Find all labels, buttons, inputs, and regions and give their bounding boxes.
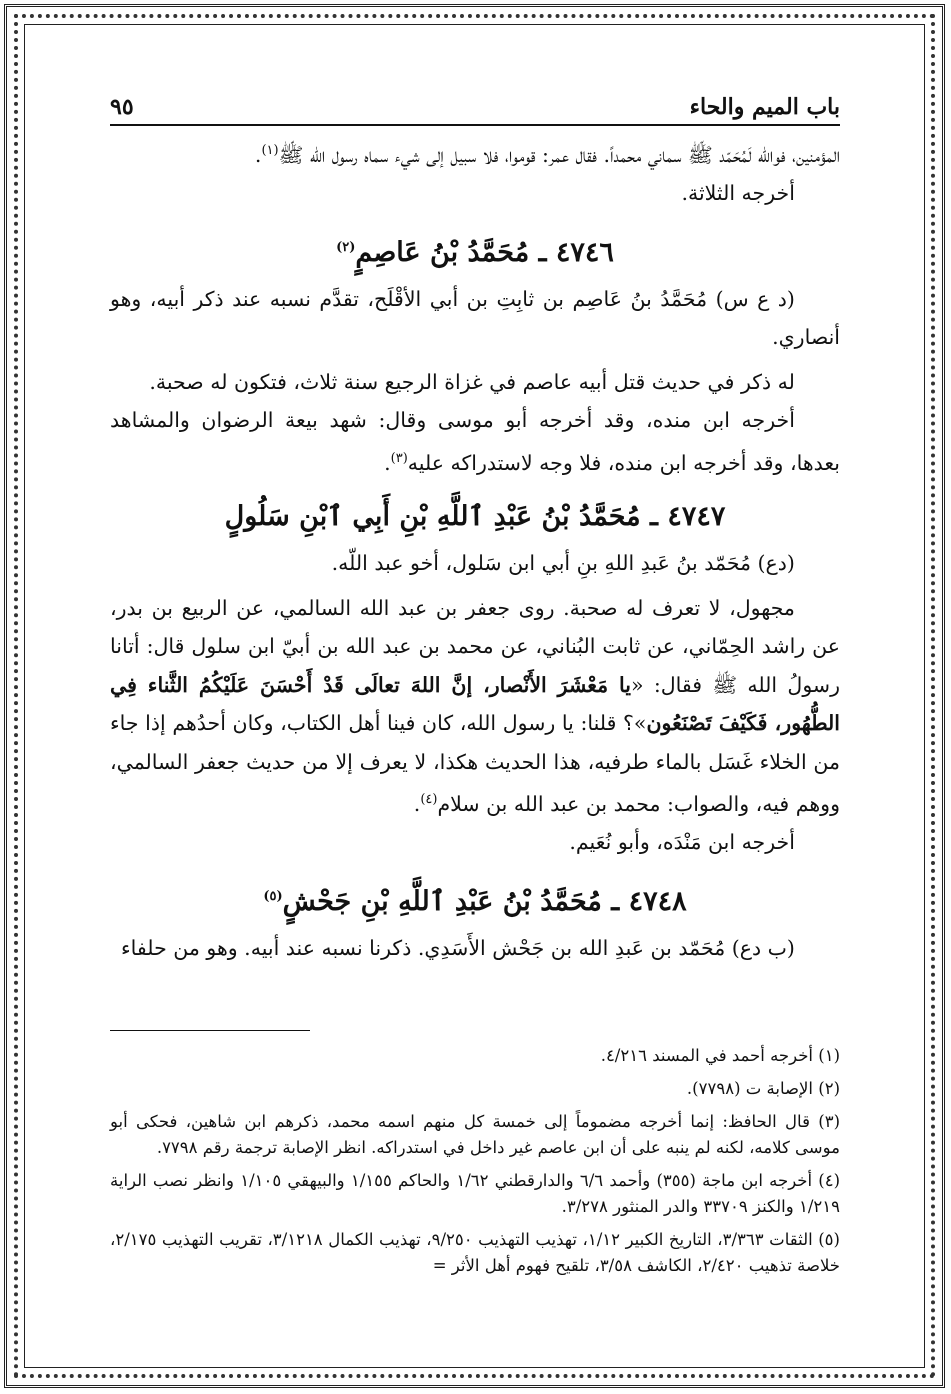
footnote: (٢) الإصابة ت (٧٧٩٨). bbox=[686, 1079, 840, 1098]
footnote-ref: (٤) bbox=[420, 792, 438, 808]
paragraph: (ب دع) مُحَمّد بن عَبدِ الله بن جَحْش الأَسَدِي. ذكرنا نسبه عند أبيه. وهو من حلفاء bbox=[121, 935, 795, 960]
paragraph: أخرجه الثلاثة. bbox=[681, 181, 795, 206]
paragraph: مجهول، لا تعرف له صحبة. روى جعفر بن عبد الله السالمي، عن الربيع بن بدر، عن راشد الحِمّاني، عن ثابت البُناني، عن محمد بن عبد الله بن أبيّ ابن سلول قال: أتانا رسولُ الله ﷺ فقال: «يا مَعْشَرَ الأَنْصار، إنَّ اللهَ تعالَى قَدْ أَحْسَنَ عَلَيْكُمُ الثَّناء فِي الطُّهُور، فَكَيْفَ تَصْنَعُون»؟ قلنا: يا رسول الله، كان فينا أهل الكتاب، وكان أحدُهم إذا جاء من الخلاء غَسَل بالماء طرفيه، هذا الحديث هكذا، لا يعرف إلا من حديث جعفر السالمي، ووهم فيه، والصواب: محمد بن عبد الله بن سلام$^{(٤)}$. bbox=[110, 595, 840, 816]
footnote-ref: (٥) bbox=[263, 888, 283, 904]
page-header bbox=[110, 80, 840, 126]
paragraph: (د ع س) مُحَمَّدُ بنُ عَاصِم بن ثابِتِ بن أبي الأقْلَح، تقدَّم نسبه عند ذكر أبيه، وهو أنصاري. bbox=[110, 286, 840, 350]
footnote-ref: (٢) bbox=[336, 239, 356, 255]
entry-heading-4747: ٤٧٤٧ ـ مُحَمَّدُ بْنُ عَبْدِ ٱللَّهِ بْنِ أَبِي ٱبْنِ سَلُولٍ bbox=[224, 501, 726, 533]
paragraph: (دع) مُحَمّد بنُ عَبدِ اللهِ بنِ أبي ابن سَلول، أخو عبد اللّه. bbox=[331, 551, 795, 576]
footnote-separator-wrap bbox=[110, 1030, 840, 1043]
entry-heading-4748 bbox=[110, 870, 840, 929]
footnote-ref: (١) bbox=[261, 143, 279, 158]
paragraph-text: أخرجه ابن منده، وقد أخرجه أبو موسى وقال: شهد بيعة الرضوان والمشاهد بعدها، وقد أخرجه ابن منده، فلا وجه لاستدراكه عليه bbox=[110, 408, 840, 475]
paragraph-text: المؤمنين، فوالله لَمُحَمّد ﷺ سماني محمداً. فقال عمر: قوموا، فلا سبيل إلى شيء سماه رسول الله ﷺ bbox=[278, 142, 840, 167]
paragraph: أخرجه ابن مَنْدَه، وأبو نُعَيم. bbox=[569, 830, 795, 855]
footnote: (٤) أخرجه ابن ماجة (٣٥٥) وأحمد ٦/٦ والدارقطني ١/٦٢ والحاكم ١/١٥٥ والبيهقي ١/١٠٥ وانظر نصب الراية ١/٢١٩ والكنز ٣٣٧٠٩ والدر المنثور ٣/٢٧٨. bbox=[110, 1171, 841, 1216]
entry-heading-text: ٤٧٤٨ ـ مُحَمَّدُ بْنُ عَبْدِ ٱللَّهِ بْنِ جَحْشٍ bbox=[282, 885, 687, 917]
entry-heading-text: ٤٧٤٦ ـ مُحَمَّدُ بْنُ عَاصِمٍ bbox=[355, 236, 614, 268]
footnote: (٥) الثقات ٣/٣٦٣، التاريخ الكبير ١/١٢، تهذيب التهذيب ٩/٢٥٠، تهذيب الكمال ٣/١٢١٨، تقريب التهذيب ٢/١٧٥، خلاصة تذهيب ٢/٤٢٠، الكاشف ٣/٥٨، تلقيح فهوم أهل الأثر = bbox=[110, 1230, 840, 1275]
footnote: (١) أخرجه أحمد في المسند ٤/٢١٦. bbox=[600, 1046, 840, 1065]
paragraph: المؤمنين، فوالله لَمُحَمّد ﷺ سماني محمداً. فقال عمر: قوموا، فلا سبيل إلى شيء سماه رسول الله ﷺ$^{(١)}$. bbox=[254, 142, 840, 167]
hadith-quote: يا مَعْشَرَ الأَنْصار، إنَّ اللهَ تعالَى قَدْ أَحْسَنَ عَلَيْكُمُ الثَّناء فِي الطُّهُور، فَكَيْفَ تَصْنَعُون bbox=[110, 672, 840, 736]
footnote-separator bbox=[110, 1030, 310, 1031]
paragraph-text: مجهول، لا تعرف له صحبة. روى جعفر بن عبد الله السالمي، عن الربيع بن بدر، عن راشد الحِمّاني، عن ثابت البُناني، عن محمد بن عبد الله بن أبيّ ابن سلول قال: أتانا رسولُ الله ﷺ فقال: « bbox=[110, 595, 840, 697]
paragraph: له ذكر في حديث قتل أبيه عاصم في غزاة الرجيع سنة ثلاث، فتكون له صحبة. bbox=[149, 369, 795, 394]
page-number: ٩٥ bbox=[110, 94, 134, 120]
book-page bbox=[110, 80, 840, 1330]
main-text bbox=[110, 132, 840, 967]
running-title: باب الميم والحاء bbox=[689, 94, 840, 120]
footnote: (٣) قال الحافظ: إنما أخرجه مضموماً إلى خمسة كل منهم اسمه محمد، ذكرهم ابن شاهين، فحكى أبو موسى كلامه، لكنه لم ينبه على أن ابن عاصم غير داخل في استدراكه. انظر الإصابة ترجمة رقم ٧٧٩٨. bbox=[110, 1112, 840, 1157]
footnotes bbox=[110, 1030, 840, 1286]
entry-heading-4746 bbox=[110, 221, 840, 280]
paragraph-text: »؟ قلنا: يا رسول الله، كان فينا أهل الكتاب، وكان أحدُهم إذا جاء من الخلاء غَسَل بالماء طرفيه، هذا الحديث هكذا، لا يعرف إلا من حديث جعفر السالمي، ووهم فيه، والصواب: محمد بن عبد الله بن سلام bbox=[110, 711, 840, 816]
paragraph: أخرجه ابن منده، وقد أخرجه أبو موسى وقال: شهد بيعة الرضوان والمشاهد بعدها، وقد أخرجه ابن منده، فلا وجه لاستدراكه عليه$^{(٣)}$. bbox=[110, 408, 840, 475]
footnote-ref: (٣) bbox=[390, 450, 408, 466]
